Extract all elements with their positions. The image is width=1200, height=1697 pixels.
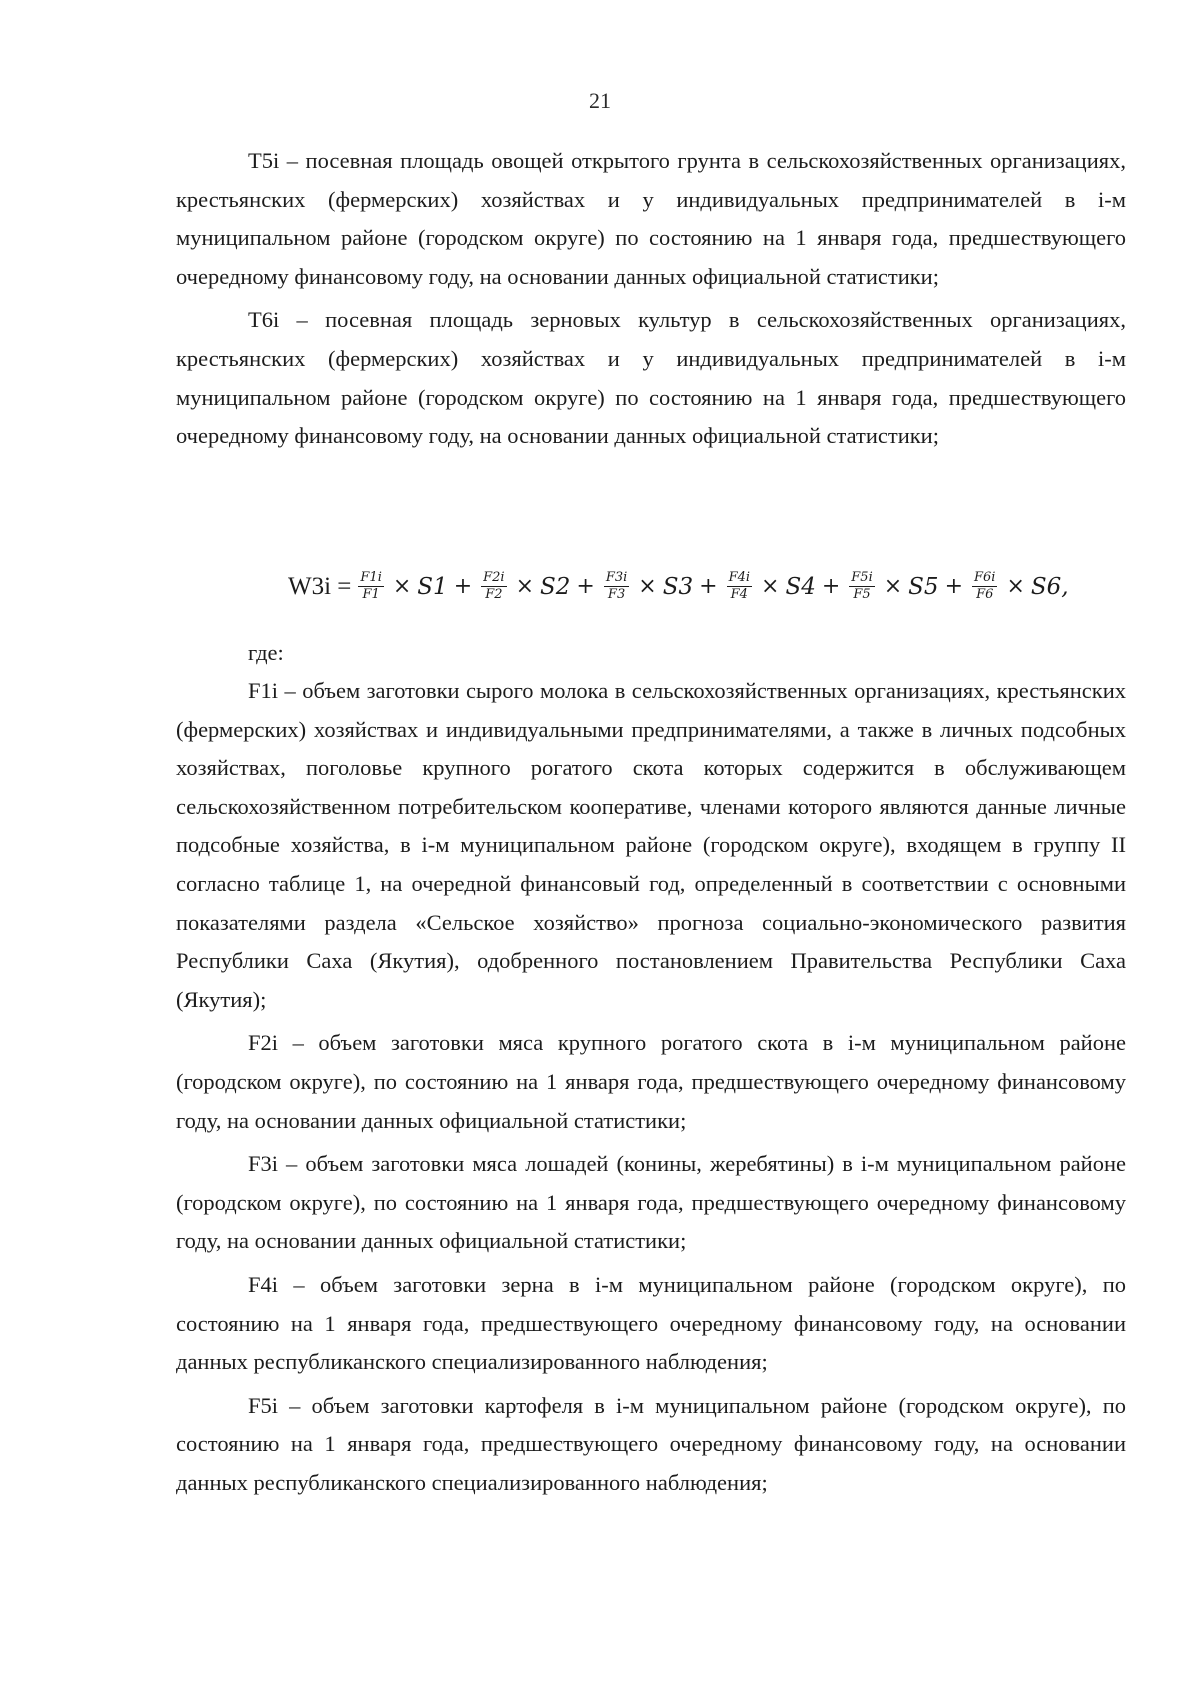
- formula-lhs: W3i =: [288, 572, 352, 600]
- fraction-numerator: F2i: [483, 570, 505, 585]
- times-sign: ×: [638, 574, 657, 599]
- times-sign: ×: [761, 574, 780, 599]
- fraction-numerator: F5i: [851, 570, 873, 585]
- fraction-f6: [972, 570, 997, 603]
- formula-trailing-comma: ,: [1061, 573, 1069, 600]
- definition-f4i: F4i – объем заготовки зерна в i-м муниципальном районе (городском округе), по состоянию на 1 января года, предшествующего очередному финансовому году, на основании данных республиканского специализированного наблюдения;: [176, 1271, 1126, 1375]
- definition-t6i: T6i – посевная площадь зерновых культур в сельскохозяйственных организациях, крестьянских (фермерских) хозяйствах и у индивидуальных предпринимателей в i-м муниципальном районе (городском округе) по состоянию на 1 января года, предшествующего очередному финансовому году, на основании данных официальной статистики;: [176, 307, 1126, 449]
- definition-f3i: F3i – объем заготовки мяса лошадей (конины, жеребятины) в i-м муниципальном районе (городском округе), по состоянию на 1 января года, предшествующего очередному финансовому году, на основании данных официальной статистики;: [176, 1151, 1126, 1254]
- plus-sign: +: [944, 574, 963, 599]
- definition-f2i: F2i – объем заготовки мяса крупного рогатого скота в i-м муниципальном районе (городском округе), по состоянию на 1 января года, предшествующего очередному финансовому году, на основании данных официальной статистики;: [176, 1030, 1126, 1133]
- definitions-top: [176, 142, 1126, 456]
- formula-expression: [288, 570, 1069, 603]
- formula-variable: S3: [662, 573, 694, 600]
- times-sign: ×: [883, 574, 903, 599]
- fraction-numerator: F1i: [360, 570, 382, 585]
- definition-t5i: T5i – посевная площадь овощей открытого грунта в сельскохозяйственных организациях, крестьянских (фермерских) хозяйствах и у индивидуальных предпринимателей в i-м муниципальном районе (городском округе) по состоянию на 1 января года, предшествующего очередному финансовому году, на основании данных официальной статистики;: [176, 148, 1126, 289]
- fraction-f3: [604, 570, 629, 603]
- where-label: где:: [248, 640, 284, 665]
- fraction-numerator: F4i: [728, 570, 751, 585]
- fraction-f4: [727, 570, 752, 603]
- formula-variable: S5: [908, 573, 939, 600]
- plus-sign: +: [821, 574, 841, 599]
- times-sign: ×: [515, 574, 535, 599]
- definition-f5i: F5i – объем заготовки картофеля в i-м муниципальном районе (городском округе), по состоянию на 1 января года, предшествующего очередному финансовому году, на основании данных республиканского специализированного наблюдения;: [176, 1392, 1126, 1495]
- fraction-denominator: F6: [976, 587, 994, 602]
- definitions-bottom: [176, 672, 1126, 1502]
- plus-sign: +: [453, 574, 473, 599]
- formula-variable: S4: [785, 573, 816, 600]
- page-number: 21: [589, 88, 611, 113]
- formula-variable: S2: [540, 573, 571, 600]
- fraction-denominator: F1: [362, 587, 380, 602]
- fraction-denominator: F3: [607, 587, 626, 602]
- fraction-denominator: F2: [485, 587, 503, 602]
- fraction-numerator: F3i: [605, 570, 628, 585]
- fraction-f1: [358, 570, 383, 603]
- fraction-f2: [481, 570, 506, 603]
- formula-w3i: [0, 570, 1200, 630]
- times-sign: ×: [1006, 574, 1025, 599]
- plus-sign: +: [576, 574, 595, 599]
- fraction-denominator: F5: [853, 587, 871, 602]
- fraction-denominator: F4: [730, 587, 748, 602]
- formula-variable: S6: [1030, 573, 1062, 600]
- times-sign: ×: [392, 574, 412, 599]
- formula-variable: S1: [417, 573, 448, 600]
- definition-f1i: F1i – объем заготовки сырого молока в сельскохозяйственных организациях, крестьянских (фермерских) хозяйствах и индивидуальными предпринимателями, а также в личных подсобных хозяйствах, поголовье крупного рогатого скота которых содержится в обслуживающем сельскохозяйственном потребительском кооперативе, членами которого являются данные личные подсобные хозяйства, в i-м муниципальном районе (городском округе), входящем в группу II согласно таблице 1, на очередной финансовый год, определенный в соответствии с основными показателями раздела «Сельское хозяйство» прогноза социально-экономического развития Республики Саха (Якутия), одобренного постановлением Правительства Республики Саха (Якутия);: [176, 678, 1126, 1012]
- plus-sign: +: [699, 574, 718, 599]
- fraction-numerator: F6i: [974, 570, 996, 585]
- fraction-f5: [849, 570, 874, 603]
